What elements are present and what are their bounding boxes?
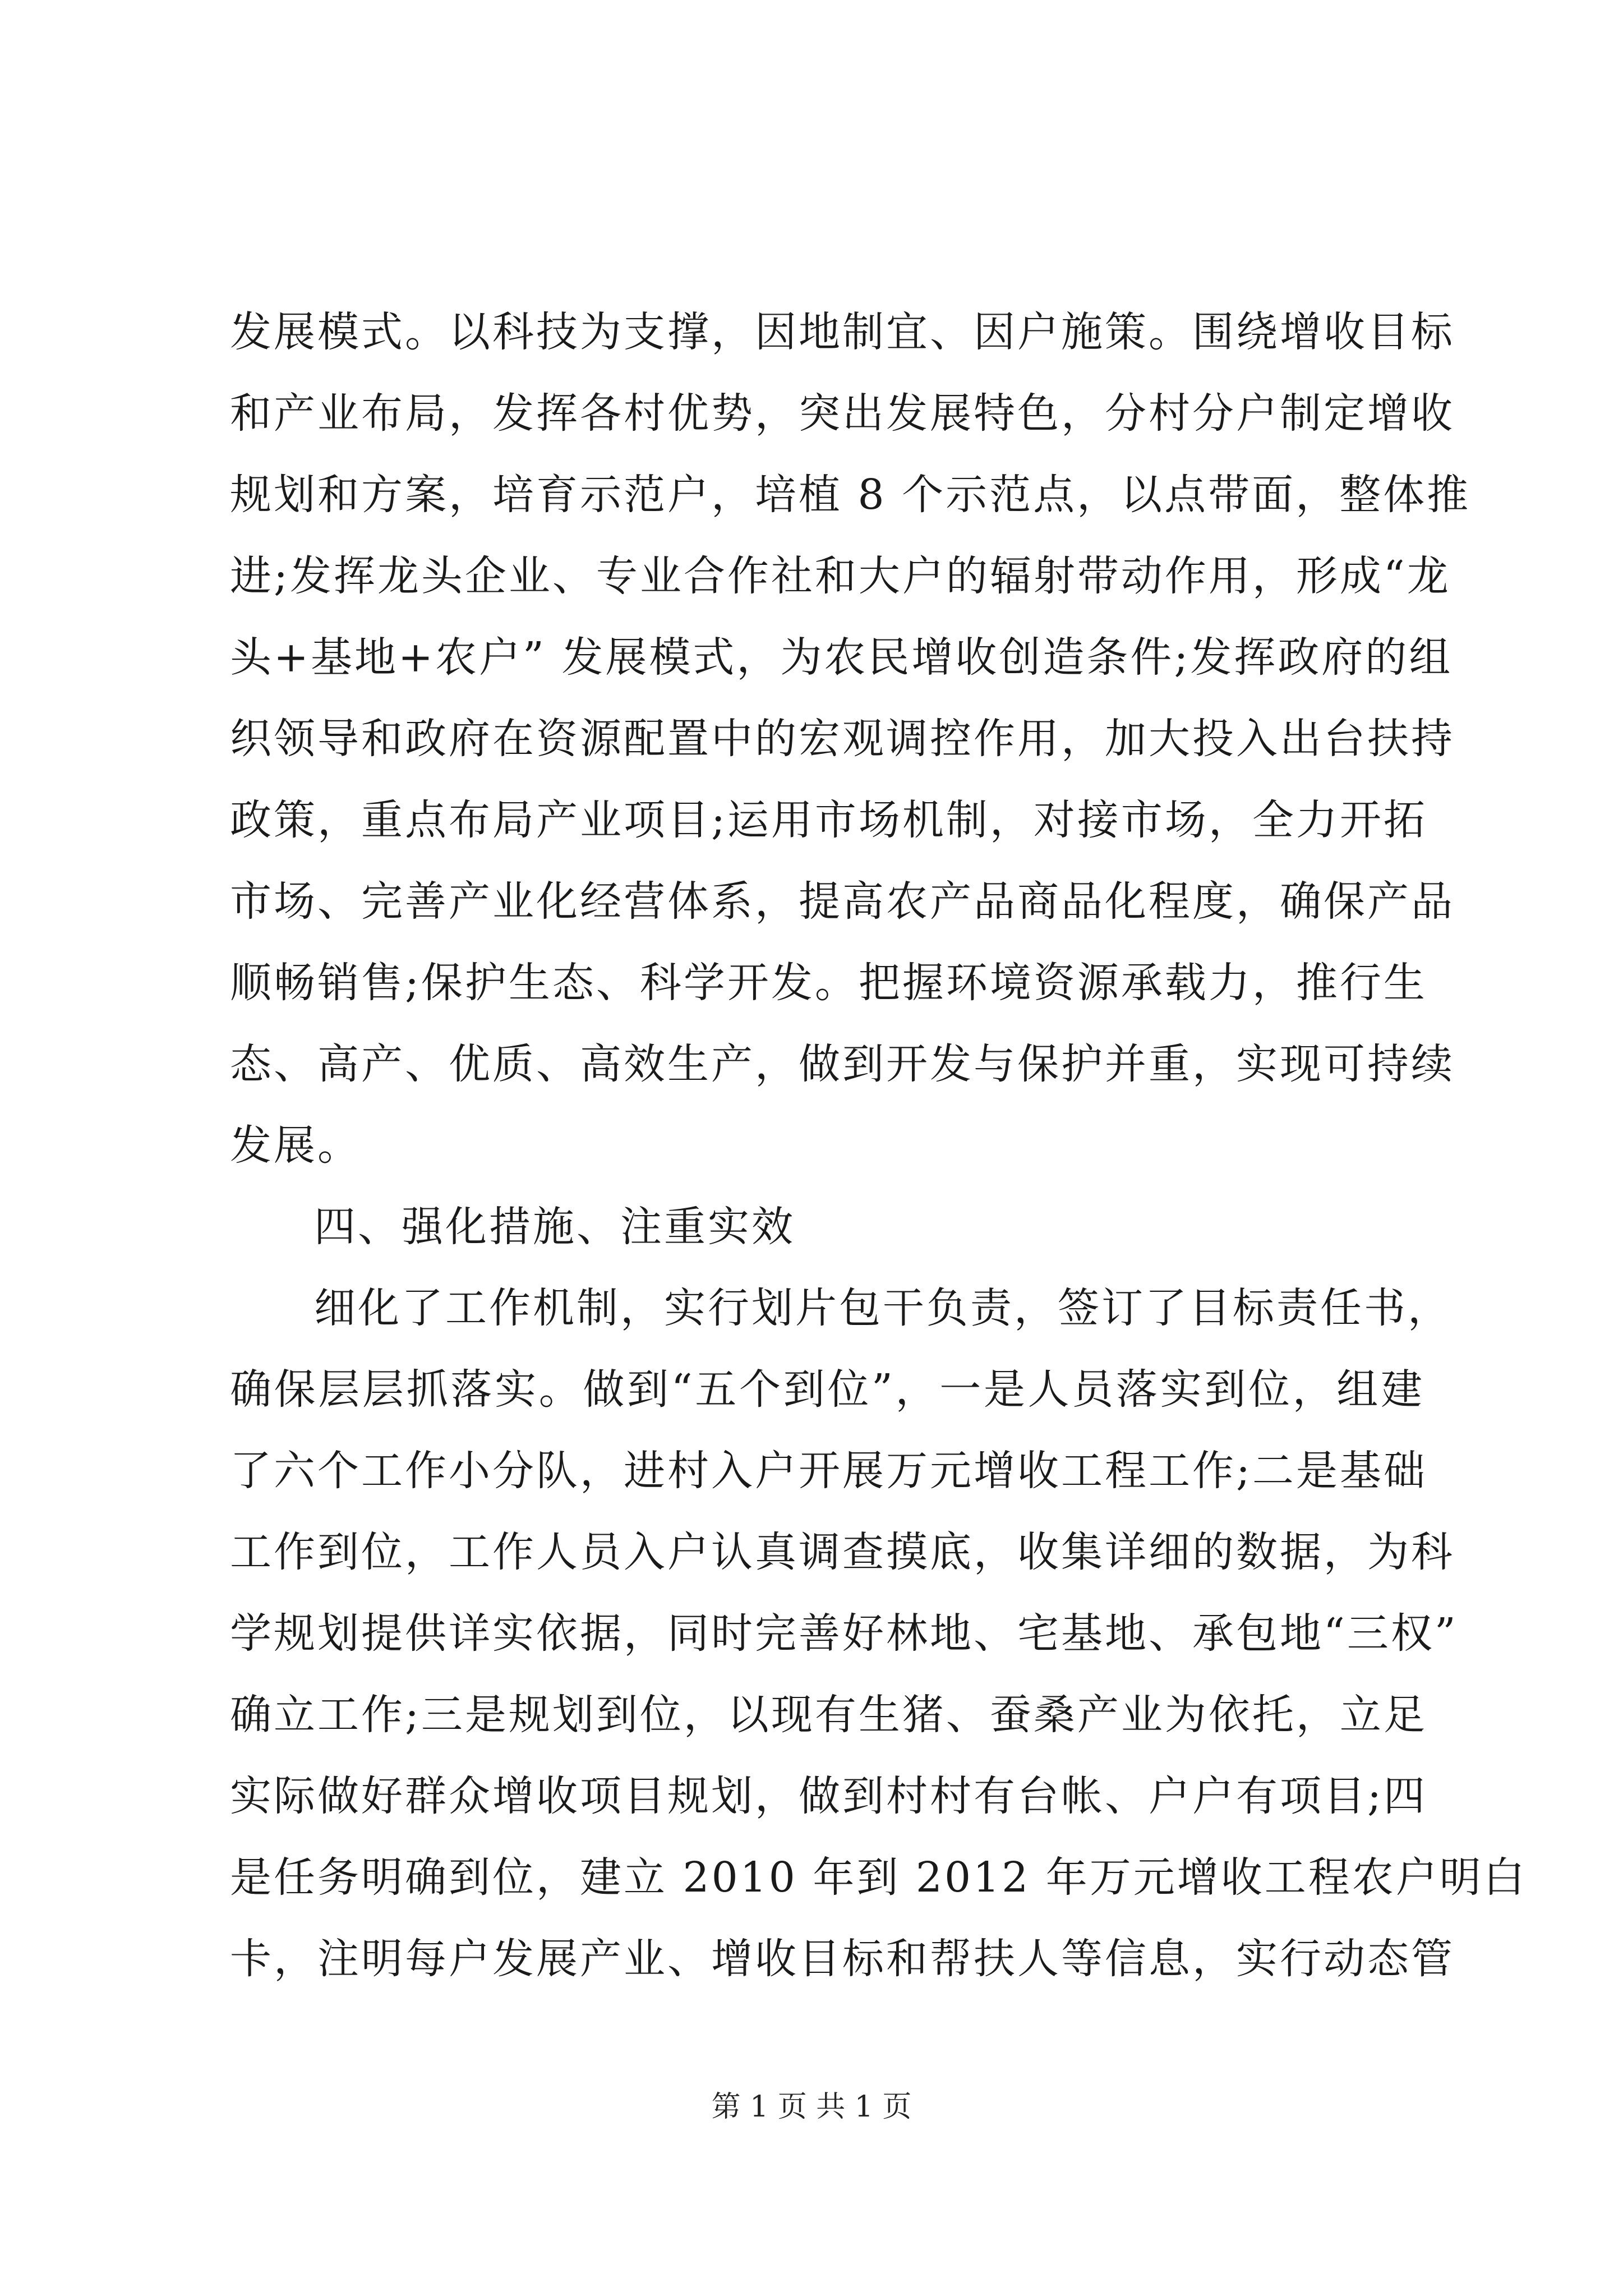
body-text-line: 实际做好群众增收项目规划，做到村村有台帐、户户有项目;四 [230, 1772, 1427, 1820]
body-text-line: 规划和方案，培育示范户，培植 8 个示范点，以点带面，整体推 [230, 471, 1471, 519]
body-text-line: 是任务明确到位，建立 2010 年到 2012 年万元增收工程农户明白 [230, 1853, 1527, 1902]
body-text-line: 发展。 [230, 1121, 361, 1170]
body-text-line: 了六个工作小分队，进村入户开展万元增收工程工作;二是基础 [230, 1447, 1427, 1495]
body-text-line: 卡，注明每户发展产业、增收目标和帮扶人等信息，实行动态管 [230, 1935, 1455, 1983]
body-text-line: 发展模式。以科技为支撑，因地制宜、因户施策。围绕增收目标 [230, 308, 1455, 356]
body-text-line: 市场、完善产业化经营体系，提高农产品商品化程度，确保产品 [230, 877, 1455, 926]
body-text-line: 细化了工作机制，实行划片包干负责，签订了目标责任书， [314, 1284, 1451, 1332]
body-text-line: 头+基地+农户” 发展模式，为农民增收创造条件;发挥政府的组 [230, 633, 1453, 682]
body-text-line: 织领导和政府在资源配置中的宏观调控作用，加大投入出台扶持 [230, 715, 1455, 763]
body-text-line: 进;发挥龙头企业、专业合作社和大户的辐射带动作用，形成“龙 [230, 552, 1451, 600]
body-text-line: 工作到位，工作人员入户认真调查摸底，收集详细的数据，为科 [230, 1528, 1455, 1576]
page-footer: 第 1 页 共 1 页 [711, 2090, 912, 2124]
body-text-line: 顺畅销售;保护生态、科学开发。把握环境资源承载力，推行生 [230, 959, 1427, 1007]
body-text-line: 和产业布局，发挥各村优势，突出发展特色，分村分户制定增收 [230, 389, 1455, 438]
section-heading: 四、强化措施、注重实效 [314, 1203, 795, 1251]
body-text-line: 确立工作;三是规划到位，以现有生猪、蚕桑产业为依托，立足 [230, 1691, 1427, 1739]
body-text-line: 态、高产、优质、高效生产，做到开发与保护并重，实现可持续 [230, 1040, 1455, 1088]
body-text-line: 学规划提供详实依据，同时完善好林地、宅基地、承包地“三权” [230, 1609, 1458, 1658]
body-text-line: 政策，重点布局产业项目;运用市场机制，对接市场，全力开拓 [230, 796, 1427, 844]
body-text-line: 确保层层抓落实。做到“五个到位”，一是人员落实到位，组建 [230, 1365, 1424, 1414]
